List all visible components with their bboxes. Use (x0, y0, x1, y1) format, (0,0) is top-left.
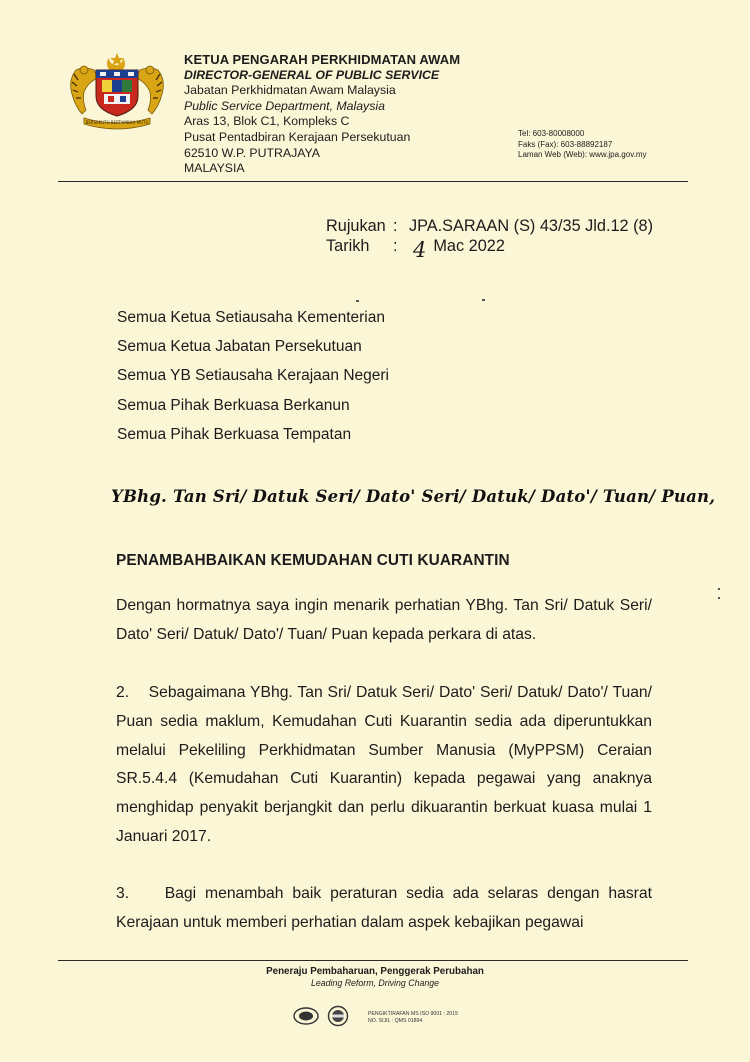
scan-speck (718, 588, 720, 590)
paragraph-2: 2. Sebagaimana YBhg. Tan Sri/ Datuk Seri/ Dato' Seri/ Datuk/ Dato'/ Tuan/ Puan sedia maklum, Kemudahan Cuti Kuarantin sedia ada diperuntukkan melalui Pekeliling Perkhidmatan Sumber Manusia (MyPPSM) Ceraian SR.5.4.4 (Kemudahan Cuti Kuarantin) kepada pegawai yang anaknya menghidap penyakit berjangkit dan perlu dikuarantin berkuat kuasa mulai 1 Januari 2017. (116, 684, 652, 845)
footer-divider (58, 960, 688, 961)
fax: Faks (Fax): 603-88892187 (518, 139, 613, 149)
recipient-item: Semua Pihak Berkuasa Tempatan (117, 425, 352, 443)
reference-number: JPA.SARAAN (S) 43/35 Jld.12 (8) (409, 217, 654, 235)
scan-speck (718, 597, 720, 599)
recipient-item: Semua Ketua Setiausaha Kementerian (117, 309, 385, 326)
iso-certification-icon (292, 1005, 354, 1027)
svg-text:BERSEKUTU BERTAMBAH MUTU: BERSEKUTU BERTAMBAH MUTU (85, 120, 149, 125)
org-title-en: DIRECTOR-GENERAL OF PUBLIC SERVICE (184, 67, 440, 82)
paragraph-3: 3. Bagi menambah baik peraturan sedia ada selaras dengan hasrat Kerajaan untuk memberi perhatian dalam aspek kebajikan pegawai (116, 885, 652, 931)
scan-speck (356, 300, 359, 302)
cert-standard: PENGIKTIRAFAN MS ISO 9001 : 2015 (368, 1011, 458, 1017)
address-line: 62510 W.P. PUTRAJAYA (184, 145, 321, 160)
certification-text (368, 1011, 458, 1024)
recipient-item: Semua Ketua Jabatan Persekutuan (117, 338, 362, 356)
cert-number: NO. SIJIL : QMS 01894 (368, 1017, 423, 1024)
reference-colon: : (393, 217, 398, 235)
address-line: Pusat Pentadbiran Kerajaan Persekutuan (184, 129, 411, 144)
letterhead-organisation (184, 52, 460, 177)
header-divider (58, 181, 688, 182)
footer-motto-ms: Peneraju Pembaharuan, Penggerak Perubahan (266, 966, 484, 977)
coat-of-arms-icon (62, 52, 172, 130)
handwritten-salutation: YBhg. Tan Sri/ Datuk Seri/ Dato' Seri/ Datuk/ Dato'/ Tuan/ Puan, (111, 487, 716, 506)
footer-motto-en: Leading Reform, Driving Change (310, 978, 440, 988)
paragraph-1: Dengan hormatnya saya ingin menarik perhatian YBhg. Tan Sri/ Datuk Seri/ Dato' Seri/ Datuk/ Dato'/ Tuan/ Puan kepada perkara di atas. (116, 597, 652, 643)
scan-speck (482, 299, 485, 301)
address-line: MALAYSIA (184, 161, 245, 176)
date-colon: : (393, 237, 398, 255)
telephone: Tel: 603-80008000 (518, 129, 585, 138)
recipient-list (117, 309, 389, 455)
footer (0, 965, 750, 989)
website: Laman Web (Web): www.jpa.gov.my (518, 150, 647, 160)
recipient-item: Semua Pihak Berkuasa Berkanun (117, 396, 350, 414)
recipient-item: Semua YB Setiausaha Kerajaan Negeri (117, 367, 389, 385)
date-label: Tarikh (326, 237, 370, 255)
date-month-year: Mac 2022 (433, 237, 505, 255)
org-title-ms: KETUA PENGARAH PERKHIDMATAN AWAM (184, 52, 461, 67)
letterhead-contact (518, 129, 647, 161)
department-ms: Jabatan Perkhidmatan Awam Malaysia (184, 83, 396, 98)
reference-block (326, 216, 654, 262)
date-day-handwritten: 4 (413, 238, 427, 262)
reference-label: Rujukan (326, 217, 386, 235)
letter-subject: PENAMBAHBAIKAN KEMUDAHAN CUTI KUARANTIN (116, 552, 510, 569)
department-en: Public Service Department, Malaysia (184, 98, 385, 113)
address-line: Aras 13, Blok C1, Kompleks C (184, 114, 350, 129)
